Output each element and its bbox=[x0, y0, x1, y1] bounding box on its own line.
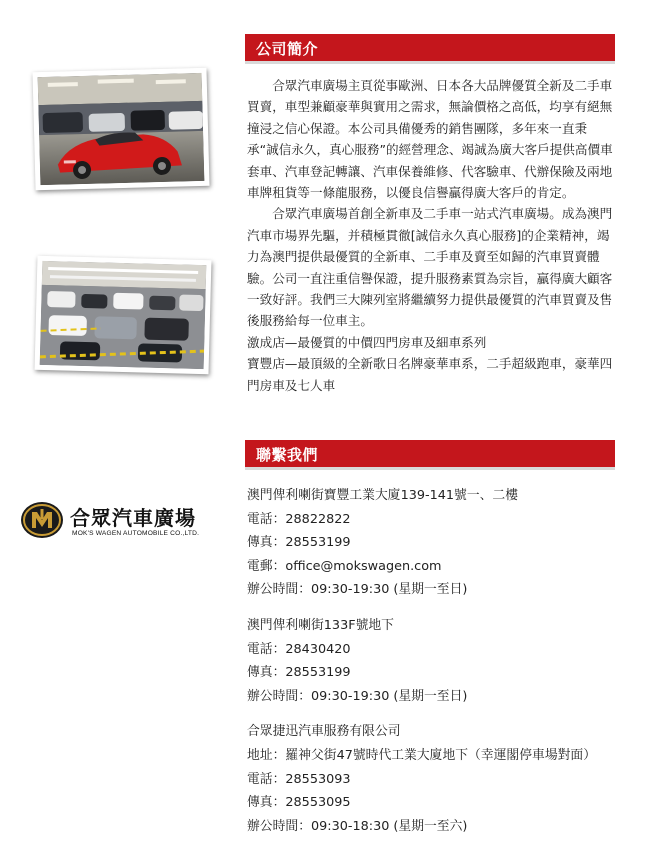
contact-phone: 電話：28822822 bbox=[247, 511, 351, 527]
contact-address: 澳門俾利喇街133F號地下 bbox=[247, 617, 394, 633]
contact-address: 澳門俾利喇街寶豐工業大廈139-141號一、二樓 bbox=[247, 488, 519, 503]
contact-list bbox=[247, 484, 627, 850]
contact-fax: 傳真：28553199 bbox=[247, 665, 351, 681]
contact-fax: 傳真：28553095 bbox=[247, 795, 351, 811]
contact-heading-bar bbox=[245, 440, 615, 470]
showroom-photo-red-car bbox=[32, 68, 209, 191]
contact-company-name: 合眾捷迅汽車服務有限公司 bbox=[247, 724, 401, 740]
contact-block-service bbox=[247, 720, 627, 838]
about-branch-line-2: 寶豐店—最頂級的全新歌日名牌豪華車系，二手超級跑車，豪華四門房車及七人車 bbox=[247, 356, 613, 393]
about-heading: 公司簡介 bbox=[256, 40, 319, 58]
contact-hours: 辦公時間：09:30-18:30 (星期一至六) bbox=[247, 818, 468, 834]
contact-block-main bbox=[247, 484, 627, 602]
contact-hours: 辦公時間：09:30-19:30 (星期一至日) bbox=[247, 582, 468, 598]
contact-phone: 電話：28553093 bbox=[247, 771, 351, 787]
about-branch-line-1: 激成店—最優質的中價四門房車及細車系列 bbox=[247, 334, 487, 350]
contact-heading: 聯繫我們 bbox=[256, 446, 319, 464]
showroom-photo-parking bbox=[35, 256, 212, 375]
logo-subtitle: MOK'S WAGEN AUTOMOBILE CO.,LTD. bbox=[72, 530, 200, 537]
about-paragraph-2: 合眾汽車廣場首創全新車及二手車一站式汽車廣場。成為澳門汽車市場界先驅，并積極貫徹[誠信永久真心服務]的企業精神，竭力為澳門提供最優質的全新車、二手車及賣至如歸的汽車買賣體驗。公司一直注重信譽保證，提升服務素質為宗旨，贏得廣大顧客一致好評。我們三大陳列室將繼續努力提供最優質的汽車買賣及售後服務給每一位車主。 bbox=[247, 206, 613, 329]
contact-block-branch bbox=[247, 614, 627, 708]
contact-address: 地址：羅神父街47號時代工業大廈地下（幸運閣停車場對面） bbox=[247, 747, 597, 763]
contact-fax: 傳真：28553199 bbox=[247, 535, 351, 551]
about-text bbox=[247, 75, 615, 396]
about-heading-bar bbox=[245, 34, 615, 64]
contact-phone: 電話：28430420 bbox=[247, 641, 351, 657]
logo-name: 合眾汽車廣場 bbox=[70, 506, 196, 530]
contact-email[interactable]: 電郵：office@mokswagen.com bbox=[247, 558, 442, 574]
logo-emblem-icon bbox=[20, 500, 64, 540]
company-logo bbox=[20, 500, 226, 540]
contact-hours: 辦公時間：09:30-19:30 (星期一至日) bbox=[247, 688, 468, 704]
about-paragraph-1: 合眾汽車廣場主頁從事歐洲、日本各大品牌優質全新及二手車買賣，車型兼顧豪華與實用之需求，無論價格之高低，均享有絕無撞浸之信心保證。本公司具備優秀的銷售團隊，多年來一直秉承“誠信永久，真心服務”的經營理念、竭誠為廣大客戶提供高價車套車、汽車登記轉讓、汽車保養維修、代客驗車、代辦保險及兩地車牌租貨等一條龍服務，以優良信譽贏得廣大客戶的肯定。 bbox=[247, 78, 613, 201]
